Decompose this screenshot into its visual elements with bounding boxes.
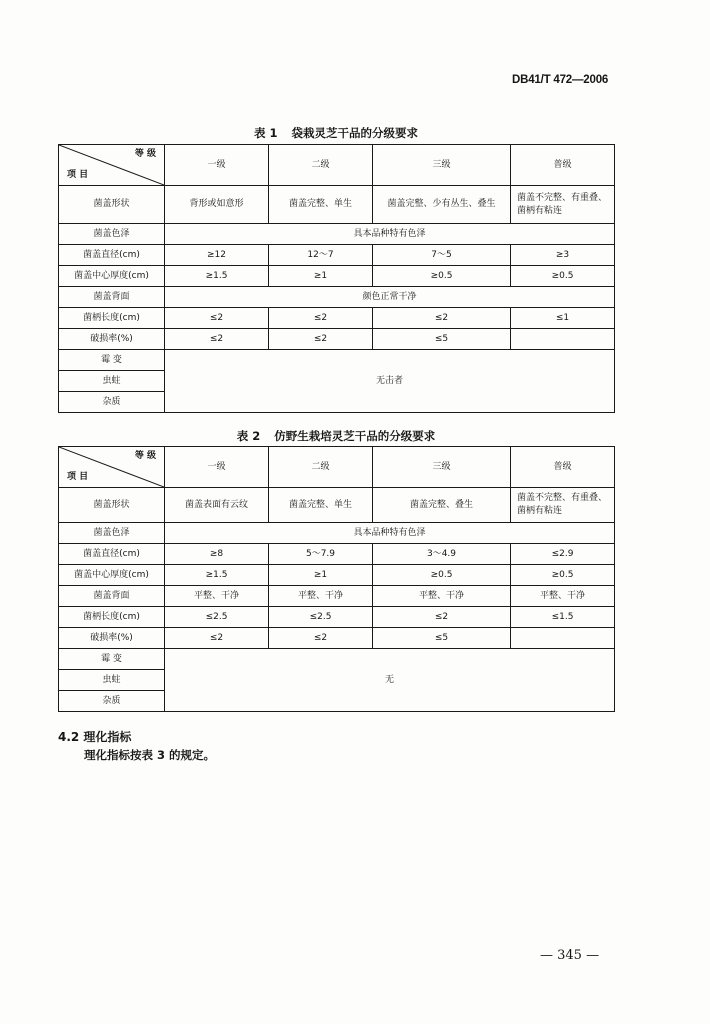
table-cell: ≥0.5 bbox=[373, 565, 511, 586]
table-row bbox=[59, 607, 615, 628]
row-label: 破损率(%) bbox=[59, 329, 165, 350]
header-row bbox=[59, 447, 615, 488]
table-row bbox=[59, 488, 615, 523]
grade-header: 一级 bbox=[165, 145, 269, 186]
table-cell bbox=[511, 628, 615, 649]
table-cell: ≥12 bbox=[165, 245, 269, 266]
table-cell: ≤1.5 bbox=[511, 607, 615, 628]
corner-cell bbox=[59, 145, 165, 186]
spanned-cell: 具本品种特有色泽 bbox=[165, 523, 615, 544]
row-label: 菌盖形状 bbox=[59, 186, 165, 224]
table1-caption bbox=[58, 125, 614, 141]
table-row bbox=[59, 224, 615, 245]
grade-header: 一级 bbox=[165, 447, 269, 488]
corner-item-label: 项 目 bbox=[67, 170, 89, 180]
row-label: 菌盖色泽 bbox=[59, 224, 165, 245]
row-label: 菌盖色泽 bbox=[59, 523, 165, 544]
table-cell: ≥1 bbox=[269, 266, 373, 287]
row-label: 菌柄长度(cm) bbox=[59, 308, 165, 329]
table-cell: ≥1 bbox=[269, 565, 373, 586]
table-cell: 菌盖不完整、有重叠、菌柄有粘连 bbox=[511, 488, 615, 523]
row-label: 虫蛀 bbox=[59, 371, 165, 392]
row-label: 破损率(%) bbox=[59, 628, 165, 649]
row-label: 菌柄长度(cm) bbox=[59, 607, 165, 628]
row-label: 菌盖直径(cm) bbox=[59, 544, 165, 565]
table-cell: 背形或如意形 bbox=[165, 186, 269, 224]
grade-header: 二级 bbox=[269, 145, 373, 186]
table2-number: 表 2 bbox=[236, 429, 261, 443]
table-row bbox=[59, 266, 615, 287]
grade-header: 二级 bbox=[269, 447, 373, 488]
row-label: 虫蛀 bbox=[59, 670, 165, 691]
table-row bbox=[59, 245, 615, 266]
table-cell: 菌盖不完整、有重叠、菌柄有粘连 bbox=[511, 186, 615, 224]
table-cell: 菌盖完整、单生 bbox=[269, 186, 373, 224]
corner-grade-label: 等 级 bbox=[134, 149, 156, 159]
section-heading: 4.2 理化指标 bbox=[58, 730, 132, 744]
table-row bbox=[59, 350, 615, 371]
table-row bbox=[59, 565, 615, 586]
table-cell: ≤2.5 bbox=[269, 607, 373, 628]
merged-cell: 无 bbox=[165, 649, 615, 712]
row-label: 菌盖背面 bbox=[59, 287, 165, 308]
table-row bbox=[59, 287, 615, 308]
table-cell: ≥1.5 bbox=[165, 266, 269, 287]
corner-item-label: 项 目 bbox=[67, 472, 89, 482]
table-cell: ≥0.5 bbox=[511, 565, 615, 586]
row-label: 杂质 bbox=[59, 691, 165, 712]
table-cell: ≤2.9 bbox=[511, 544, 615, 565]
table-cell: 菌盖表面有云纹 bbox=[165, 488, 269, 523]
table-row bbox=[59, 586, 615, 607]
table-cell: ≤5 bbox=[373, 628, 511, 649]
table-row bbox=[59, 544, 615, 565]
table-cell: ≤2 bbox=[269, 628, 373, 649]
table-cell: ≤2 bbox=[165, 329, 269, 350]
corner-grade-label: 等 级 bbox=[134, 451, 156, 461]
spanned-cell: 具本品种特有色泽 bbox=[165, 224, 615, 245]
table-cell: 平整、干净 bbox=[511, 586, 615, 607]
table-cell: 菌盖完整、少有丛生、叠生 bbox=[373, 186, 511, 224]
grade-header: 普级 bbox=[511, 145, 615, 186]
table-cell: ≥0.5 bbox=[511, 266, 615, 287]
grade-header: 普级 bbox=[511, 447, 615, 488]
row-label: 菌盖中心厚度(cm) bbox=[59, 565, 165, 586]
table-row bbox=[59, 523, 615, 544]
corner-cell bbox=[59, 447, 165, 488]
table-cell: 菌盖完整、单生 bbox=[269, 488, 373, 523]
grade-header: 三级 bbox=[373, 145, 511, 186]
row-label: 霉 变 bbox=[59, 350, 165, 371]
table1-number: 表 1 bbox=[253, 126, 278, 140]
page-number: — 345 — bbox=[540, 948, 600, 963]
table-cell: ≤2.5 bbox=[165, 607, 269, 628]
table-cell: ≥3 bbox=[511, 245, 615, 266]
table-cell: ≥1.5 bbox=[165, 565, 269, 586]
table-cell: ≤5 bbox=[373, 329, 511, 350]
table-row bbox=[59, 186, 615, 224]
table-row bbox=[59, 649, 615, 670]
table-row bbox=[59, 628, 615, 649]
table-cell: 12～7 bbox=[269, 245, 373, 266]
table-cell: ≤2 bbox=[269, 329, 373, 350]
row-label: 杂质 bbox=[59, 392, 165, 413]
table-cell bbox=[511, 329, 615, 350]
row-label: 菌盖直径(cm) bbox=[59, 245, 165, 266]
table-cell: ≤2 bbox=[165, 628, 269, 649]
table-cell: 平整、干净 bbox=[269, 586, 373, 607]
table-cell: ≤2 bbox=[373, 308, 511, 329]
header-row bbox=[59, 145, 615, 186]
table-cell: ≤2 bbox=[165, 308, 269, 329]
grade-header: 三级 bbox=[373, 447, 511, 488]
table-cell: ≤2 bbox=[269, 308, 373, 329]
table1 bbox=[58, 144, 615, 413]
table2-caption bbox=[58, 428, 614, 444]
row-label: 菌盖中心厚度(cm) bbox=[59, 266, 165, 287]
row-label: 菌盖背面 bbox=[59, 586, 165, 607]
row-label: 菌盖形状 bbox=[59, 488, 165, 523]
table-cell: 5～7.9 bbox=[269, 544, 373, 565]
row-label: 霉 变 bbox=[59, 649, 165, 670]
table2-title: 仿野生栽培灵芝干品的分级要求 bbox=[274, 429, 436, 443]
table2 bbox=[58, 446, 615, 712]
merged-cell: 无击者 bbox=[165, 350, 615, 413]
table-cell: 7～5 bbox=[373, 245, 511, 266]
table-cell: 菌盖完整、叠生 bbox=[373, 488, 511, 523]
table-cell: 3～4.9 bbox=[373, 544, 511, 565]
table-cell: ≤2 bbox=[373, 607, 511, 628]
table-cell: 平整、干净 bbox=[373, 586, 511, 607]
spanned-cell: 颜色正常干净 bbox=[165, 287, 615, 308]
table-row bbox=[59, 308, 615, 329]
table-cell: ≥8 bbox=[165, 544, 269, 565]
table1-title: 袋栽灵芝干品的分级要求 bbox=[291, 126, 418, 140]
document-code: DB41/T 472—2006 bbox=[512, 74, 609, 86]
table-row bbox=[59, 329, 615, 350]
table-cell: 平整、干净 bbox=[165, 586, 269, 607]
section-body: 理化指标按表 3 的规定。 bbox=[84, 748, 216, 762]
table-cell: ≤1 bbox=[511, 308, 615, 329]
table-cell: ≥0.5 bbox=[373, 266, 511, 287]
